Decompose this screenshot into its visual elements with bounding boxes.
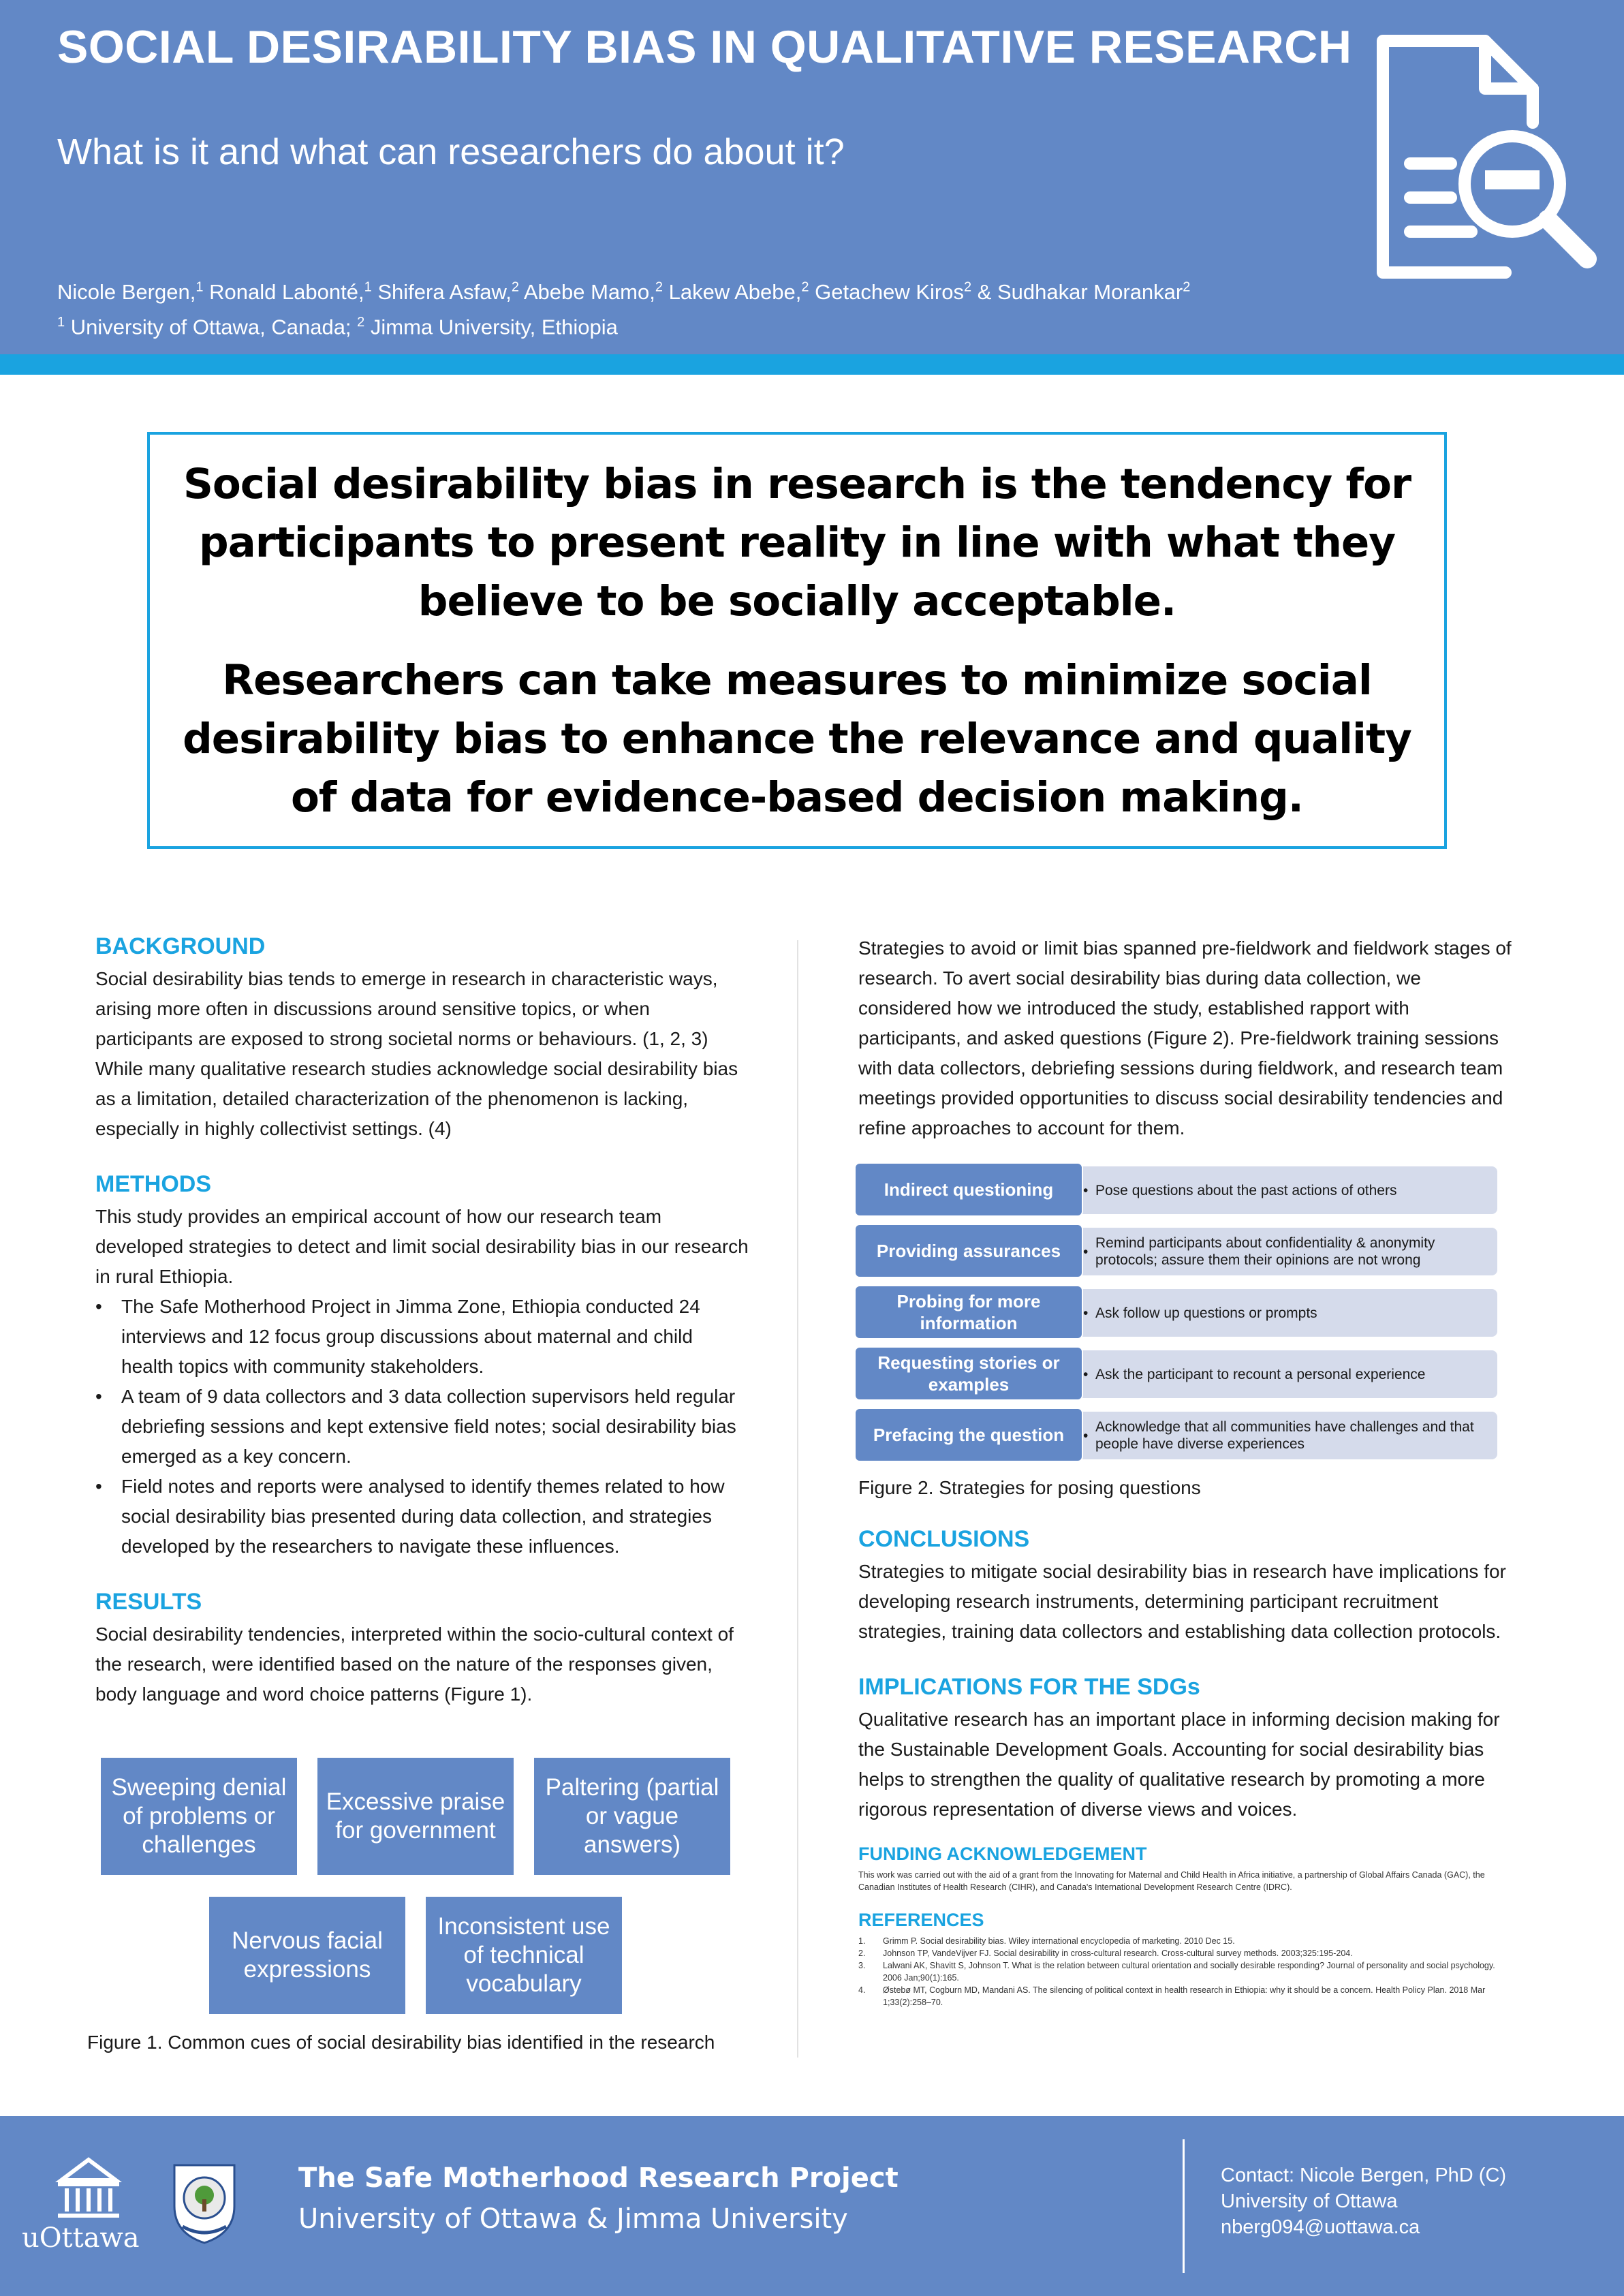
- strategy-description: • Remind participants about confidentiality & anonymity protocols; assure them their opinions are not wrong: [1065, 1228, 1497, 1275]
- background-text: Social desirability bias tends to emerge in research in characteristic ways, arising more often in discussions around sensitive topics, or when participants are exposed to strong societal norms or behaviours. (1, 2, 3) While many qualitative research studies acknowledge social desirability bias as a limitation, detailed characterization of the phenomenon is lacking, especially in highly collectivist settings. (4): [95, 968, 738, 1139]
- document-search-icon: [1369, 27, 1601, 286]
- author-list: [57, 273, 1190, 307]
- strategy-description: • Acknowledge that all communities have challenges and that people have diverse experiences: [1065, 1412, 1497, 1459]
- strategy-row: [854, 1346, 1497, 1401]
- strategy-description: • Pose questions about the past actions of others: [1065, 1166, 1497, 1214]
- section-heading: RESULTS: [95, 1589, 202, 1615]
- reference-list: [858, 1935, 1512, 2008]
- conclusions-text: Strategies to mitigate social desirability bias in research have implications for developing research instruments, determining participant recruitment strategies, training data collectors and establishing data collection protocols.: [858, 1561, 1506, 1642]
- section-heading: REFERENCES: [858, 1910, 984, 1930]
- right-column: [858, 933, 1512, 1143]
- jimma-university-seal-icon: [169, 2158, 240, 2247]
- cue-box: Nervous facial expressions: [209, 1897, 405, 2014]
- results-section: [95, 1589, 749, 1709]
- references-section: [858, 1910, 1512, 2008]
- poster-subtitle: What is it and what can researchers do about it?: [57, 131, 845, 172]
- author: Lakew Abebe,$^2$: [668, 280, 809, 305]
- funding-text: This work was carried out with the aid of a grant from the Innovating for Maternal and Child Health in Africa initiative, a partnership of Global Affairs Canada (GAC), the Canadian Institutes of Health Research (CIHR), and Canada's International Development Research Centre (IDRC).: [858, 1870, 1485, 1892]
- footer-project-name: The Safe Motherhood Research Project: [298, 2162, 899, 2194]
- author: Getachew Kiros$^2$: [815, 280, 972, 305]
- strategy-label: Providing assurances: [854, 1224, 1083, 1278]
- reference-item: 2. Johnson TP, VandeVijver FJ. Social desirability in cross-cultural research. Cross-cultural survey methods. 2003;325:195-204.: [858, 1949, 1353, 1958]
- figure-1-cues: [95, 1758, 749, 2044]
- methods-bullet-list: [95, 1292, 749, 1562]
- strategy-row: [854, 1162, 1497, 1217]
- list-item: • The Safe Motherhood Project in Jimma Zone, Ethiopia conducted 24 interviews and 12 focus group discussions about maternal and child health topics with community stakeholders.: [95, 1292, 749, 1382]
- author: & Sudhakar Morankar$^2$: [977, 280, 1191, 305]
- contact-name: Contact: Nicole Bergen, PhD (C): [1221, 2165, 1507, 2186]
- strategy-row: [854, 1408, 1497, 1462]
- reference-item: 1. Grimm P. Social desirability bias. Wiley international encyclopedia of marketing. 2010 Dec 15.: [858, 1936, 1235, 1946]
- strategy-row: [854, 1224, 1497, 1278]
- left-column: [95, 933, 749, 1737]
- header-accent-stripe: [0, 354, 1624, 375]
- reference-item: 3. Lalwani AK, Shavitt S, Johnson T. What is the relation between cultural orientation and socially desirable responding? Journal of personality and social psychology. 2006 Jan;90(1):165.: [858, 1961, 1495, 1983]
- footer-divider: [1183, 2139, 1185, 2273]
- contact-organization: University of Ottawa: [1221, 2190, 1398, 2212]
- figure-1-caption: Figure 1. Common cues of social desirability bias identified in the research: [87, 2032, 715, 2053]
- section-heading: BACKGROUND: [95, 933, 266, 959]
- section-heading: CONCLUSIONS: [858, 1526, 1030, 1552]
- figure-2-caption: Figure 2. Strategies for posing questions: [858, 1477, 1201, 1498]
- author: Ronald Labonté,$^1$: [209, 280, 372, 305]
- list-item: • Field notes and reports were analysed to identify themes related to how social desirability bias presented during data collection, and strategies developed by the researchers to navigate these influences.: [95, 1472, 749, 1562]
- key-message-definition: Social desirability bias in research is the tendency for participants to present reality in line with what they believe to be socially acceptable.: [183, 460, 1411, 625]
- strategies-intro: Strategies to avoid or limit bias spanned pre-fieldwork and fieldwork stages of research. To avert social desirability bias during data collection, we considered how we introduced the study, established rapport with participants, and asked questions (Figure 2). Pre-fieldwork training sessions with data collectors, debriefing sessions during fieldwork, and research team meetings provided opportunities to discuss social desirability tendencies and refine approaches to account for them.: [858, 937, 1512, 1138]
- poster-title: SOCIAL DESIRABILITY BIAS IN QUALITATIVE RESEARCH: [57, 21, 1352, 73]
- column-divider: [797, 940, 798, 2058]
- reference-item: 4. Østebø MT, Cogburn MD, Mandani AS. The silencing of political context in health research in Ethiopia: why it should be a concern. Health Policy Plan. 2018 Mar 1;33(2):258–70.: [858, 1985, 1486, 2007]
- cue-box: Excessive praise for government: [317, 1758, 514, 1875]
- affiliation-list: $^1$ University of Ottawa, Canada; $^2$ Jimma University, Ethiopia: [57, 315, 618, 339]
- background-section: [95, 933, 749, 1144]
- strategy-label: Indirect questioning: [854, 1162, 1083, 1217]
- key-message-takeaway: Researchers can take measures to minimize social desirability bias to enhance the relevance and quality of data for evidence-based decision making.: [183, 656, 1411, 822]
- section-heading: IMPLICATIONS FOR THE SDGs: [858, 1674, 1200, 1700]
- list-item: • A team of 9 data collectors and 3 data collection supervisors held regular debriefing sessions and kept extensive field notes; social desirability bias emerged as a key concern.: [95, 1382, 749, 1472]
- author: Shifera Asfaw,$^2$: [377, 280, 519, 305]
- methods-intro: This study provides an empirical account of how our research team developed strategies to detect and limit social desirability bias in our research in rural Ethiopia.: [95, 1206, 749, 1287]
- key-message-box: [147, 432, 1447, 849]
- figure-2-strategies: [854, 1162, 1497, 1469]
- section-heading: FUNDING ACKNOWLEDGEMENT: [858, 1844, 1147, 1864]
- strategy-label: Probing for more information: [854, 1285, 1083, 1339]
- funding-section: [858, 1844, 1512, 1893]
- implications-section: [858, 1674, 1512, 1825]
- footer-contact: [1221, 2162, 1506, 2240]
- conclusions-section: [858, 1526, 1512, 1647]
- strategy-row: [854, 1285, 1497, 1339]
- methods-section: [95, 1171, 749, 1562]
- strategy-description: • Ask follow up questions or prompts: [1065, 1289, 1497, 1337]
- author-block: [57, 273, 1190, 343]
- strategy-description: • Ask the participant to recount a personal experience: [1065, 1350, 1497, 1398]
- right-column-lower: [858, 1526, 1512, 2036]
- cue-box: Sweeping denial of problems or challenges: [101, 1758, 297, 1875]
- strategy-label: Prefacing the question: [854, 1408, 1083, 1462]
- author: Nicole Bergen,$^1$: [57, 280, 204, 305]
- footer-universities: University of Ottawa & Jimma University: [298, 2203, 848, 2235]
- implications-text: Qualitative research has an important place in informing decision making for the Sustainable Development Goals. Accounting for social desirability bias helps to strengthen the quality of qualitative research by promoting a more rigorous representation of diverse views and voices.: [858, 1709, 1500, 1820]
- cue-box: Inconsistent use of technical vocabulary: [426, 1897, 622, 2014]
- strategy-label: Requesting stories or examples: [854, 1346, 1083, 1401]
- section-heading: METHODS: [95, 1171, 211, 1197]
- results-text: Social desirability tendencies, interpreted within the socio-cultural context of the research, were identified based on the nature of the responses given, body language and word choice patterns (Figure 1).: [95, 1624, 734, 1705]
- contact-email[interactable]: nberg094@uottawa.ca: [1221, 2216, 1420, 2238]
- uottawa-wordmark: uOttawa: [22, 2222, 140, 2254]
- author: Abebe Mamo,$^2$: [523, 280, 663, 305]
- cue-box: Paltering (partial or vague answers): [534, 1758, 730, 1875]
